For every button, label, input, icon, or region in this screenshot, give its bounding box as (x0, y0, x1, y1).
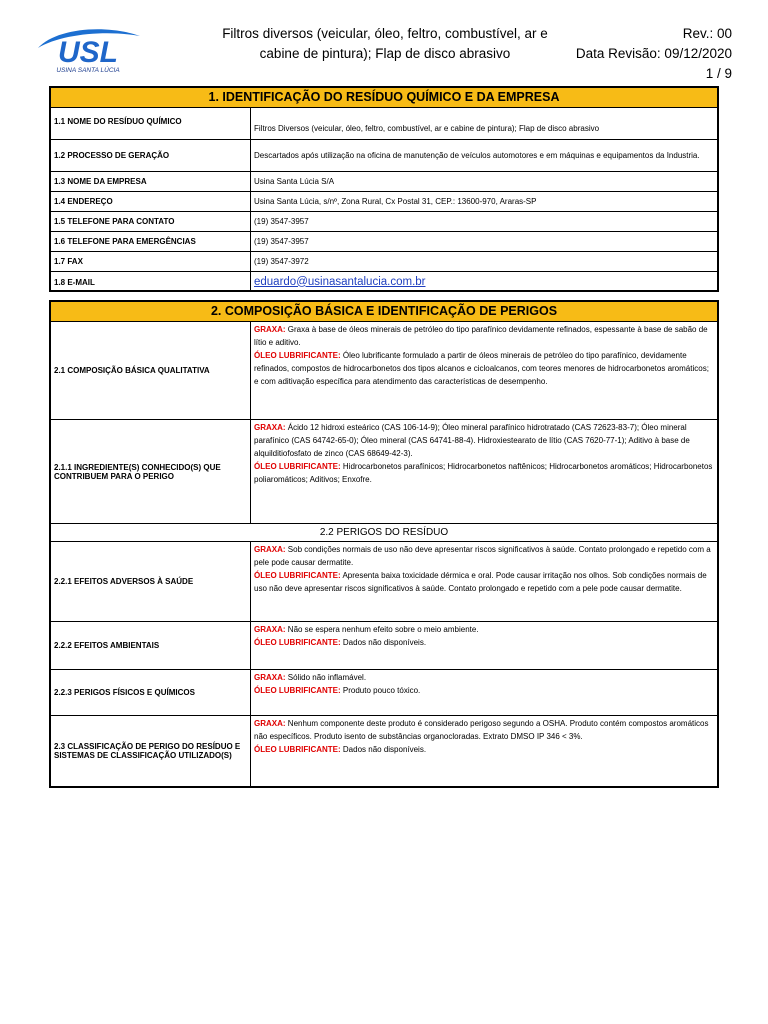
row-label: 1.6 TELEFONE PARA EMERGÊNCIAS (51, 232, 251, 251)
oleo-text: Óleo lubrificante formulado a partir de óleos minerais de petróleo do tipo parafínico, devidamente refinados, compostos de hidrocarbonetos dos tipos alcanos e cicloalcanos, com teores menores de hidrocarbonetos aromáticos; e com aditivação específica para atendimento das características de desempenho. (254, 351, 709, 386)
oleo-tag: ÓLEO LUBRIFICANTE: (254, 571, 341, 580)
logo-subtext: USINA SANTA LÚCIA (56, 67, 120, 74)
table-row (51, 212, 717, 232)
section-2-title: 2. COMPOSIÇÃO BÁSICA E IDENTIFICAÇÃO DE PERIGOS (51, 302, 717, 322)
address-value: Usina Santa Lúcia, s/nº, Zona Rural, Cx Postal 31, CEP.: 13600-970, Araras-SP (254, 197, 537, 206)
email-cell (251, 272, 717, 292)
row-label: 1.4 ENDEREÇO (51, 192, 251, 211)
graxa-text: Graxa à base de óleos minerais de petróleo do tipo parafínico devidamente refinados, espessante à base de sabão de lítio e aditivo. (254, 325, 708, 347)
ingredients-value (251, 420, 717, 523)
physical-chemical-hazards-value (251, 670, 717, 715)
oleo-text: Apresenta baixa toxicidade dérmica e oral. Pode causar irritação nos olhos. Sob condições normais de uso não deve apresentar riscos significativos à saúde. Contato prolongado e repetido com a pele pode causar dermatite. (254, 571, 707, 593)
logo-text: USL (58, 36, 118, 69)
hazards-subheading: 2.2 PERIGOS DO RESÍDUO (51, 524, 717, 542)
section-identification (49, 86, 719, 292)
email-link[interactable]: eduardo@usinasantalucia.com.br (254, 275, 426, 288)
table-row (51, 108, 717, 140)
row-label: 2.1 COMPOSIÇÃO BÁSICA QUALITATIVA (51, 322, 251, 419)
table-row (51, 140, 717, 172)
graxa-tag: GRAXA: (254, 625, 286, 634)
table-row (51, 232, 717, 252)
row-label: 1.5 TELEFONE PARA CONTATO (51, 212, 251, 231)
oleo-text: Produto pouco tóxico. (340, 686, 421, 695)
hazard-classification-value (251, 716, 717, 786)
table-row (51, 192, 717, 212)
company-name-value: Usina Santa Lúcia S/A (254, 177, 335, 186)
oleo-tag: ÓLEO LUBRIFICANTE: (254, 686, 341, 695)
table-row (51, 716, 717, 786)
graxa-tag: GRAXA: (254, 673, 286, 682)
row-label: 1.1 NOME DO RESÍDUO QUÍMICO (51, 108, 251, 139)
document-header (0, 0, 768, 84)
oleo-tag: ÓLEO LUBRIFICANTE: (254, 745, 341, 754)
table-row (51, 622, 717, 670)
oleo-text: Dados não disponíveis. (340, 745, 427, 754)
table-row (51, 670, 717, 716)
oleo-text: Dados não disponíveis. (340, 638, 427, 647)
table-row (51, 542, 717, 622)
graxa-tag: GRAXA: (254, 545, 286, 554)
fax-value: (19) 3547-3972 (254, 257, 309, 266)
row-label: 1.7 FAX (51, 252, 251, 271)
row-label: 1.2 PROCESSO DE GERAÇÃO (51, 140, 251, 171)
table-row (51, 322, 717, 420)
oleo-tag: ÓLEO LUBRIFICANTE: (254, 638, 341, 647)
row-label: 2.3 CLASSIFICAÇÃO DE PERIGO DO RESÍDUO E SISTEMAS DE CLASSIFICAÇÃO UTILIZADO(S) (51, 716, 251, 786)
oleo-tag: ÓLEO LUBRIFICANTE: (254, 351, 341, 360)
environmental-effects-value (251, 622, 717, 669)
composition-value (251, 322, 717, 419)
document-title (200, 24, 570, 64)
graxa-text: Não se espera nenhum efeito sobre o meio ambiente. (285, 625, 479, 634)
graxa-text: Sob condições normais de uso não deve apresentar riscos significativos à saúde. Contato prolongado e repetido com a pele pode causar dermatite. (254, 545, 711, 567)
oleo-text: Hidrocarbonetos parafínicos; Hidrocarbonetos naftênicos; Hidrocarbonetos aromáticos; Hidrocarbonetos poliaromáticos; Aditivos; Enxofre. (254, 462, 713, 484)
contact-phone-value: (19) 3547-3957 (254, 217, 309, 226)
table-row (51, 172, 717, 192)
company-logo (36, 26, 142, 74)
revision-date: Data Revisão: 09/12/2020 (575, 46, 732, 61)
graxa-tag: GRAXA: (254, 325, 286, 334)
row-label: 1.8 E-MAIL (51, 272, 251, 292)
graxa-text: Sólido não inflamável. (285, 673, 367, 682)
row-label: 2.2.2 EFEITOS AMBIENTAIS (51, 622, 251, 669)
oleo-tag: ÓLEO LUBRIFICANTE: (254, 462, 341, 471)
graxa-tag: GRAXA: (254, 719, 286, 728)
graxa-text: Nenhum componente deste produto é considerado perigoso segundo a OSHA. Produto contém compostos aromáticos não específicos. Produto isento de substâncias organocloradas. Extrato DMSO IP 346 < 3%. (254, 719, 709, 741)
emergency-phone-value: (19) 3547-3957 (254, 237, 309, 246)
section-composition-hazards (49, 300, 719, 788)
residue-name-value: Filtros Diversos (veicular, óleo, feltro, combustível, ar e cabine de pintura); Flap de disco abrasivo (254, 124, 600, 133)
revision-block (576, 24, 732, 84)
graxa-text: Ácido 12 hidroxi esteárico (CAS 106-14-9); Óleo mineral parafínico hidrotratado (CAS 72623-83-7); Óleo mineral parafínico (CAS 64742-65-0); Óleo mineral (CAS 64741-88-4). Hidroxiestearato de lítio (CAS 7620-77-1); Aditivo à base de alquilditiofosfato de zinco (CAS 68649-42-3). (254, 423, 690, 458)
health-effects-value (251, 542, 717, 621)
row-label: 2.2.1 EFEITOS ADVERSOS À SAÚDE (51, 542, 251, 621)
title-line-2: cabine de pintura); Flap de disco abrasivo (259, 46, 511, 61)
title-line-1: Filtros diversos (veicular, óleo, feltro, combustível, ar e (222, 26, 548, 41)
generation-process-value: Descartados após utilização na oficina de manutenção de veículos automotores e em máquinas e equipamentos da Industria. (254, 151, 700, 160)
graxa-tag: GRAXA: (254, 423, 286, 432)
table-row (51, 272, 717, 292)
page-number: 1 / 9 (705, 66, 732, 81)
row-label: 2.1.1 INGREDIENTE(S) CONHECIDO(S) QUE CONTRIBUEM PARA O PERIGO (51, 420, 251, 523)
table-row (51, 420, 717, 524)
section-1-title: 1. IDENTIFICAÇÃO DO RESÍDUO QUÍMICO E DA EMPRESA (51, 88, 717, 108)
table-row (51, 252, 717, 272)
row-label: 2.2.3 PERIGOS FÍSICOS E QUÍMICOS (51, 670, 251, 715)
row-label: 1.3 NOME DA EMPRESA (51, 172, 251, 191)
revision-number: Rev.: 00 (682, 26, 732, 41)
